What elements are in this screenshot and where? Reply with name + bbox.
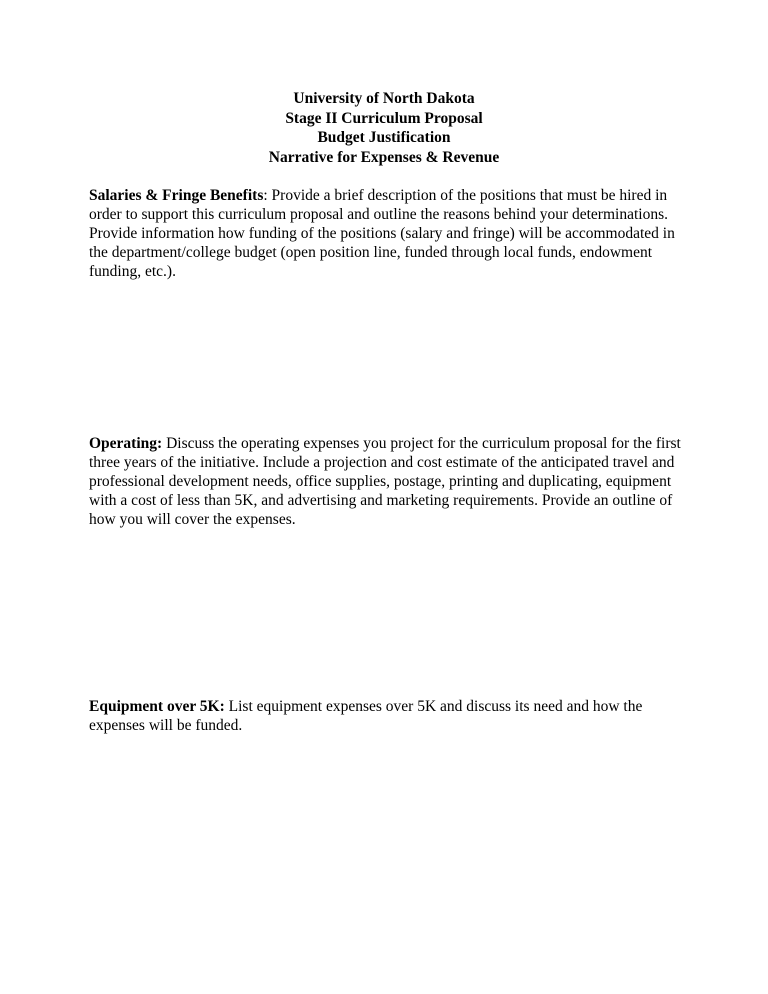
section-salaries-fringe	[89, 186, 683, 281]
operating-heading: Operating:	[89, 435, 163, 452]
equipment-body: List equipment expenses over 5K and discuss its need and how the expenses will be funded.	[89, 698, 643, 734]
title-proposal-stage: Stage II Curriculum Proposal	[285, 109, 483, 127]
title-narrative: Narrative for Expenses & Revenue	[268, 148, 500, 166]
title-budget-justification: Budget Justification	[317, 129, 451, 146]
equipment-heading: Equipment over 5K:	[89, 698, 225, 715]
operating-body: Discuss the operating expenses you project for the curriculum proposal for the first three years of the initiative. Include a projection and cost estimate of the anticipated travel and professional development needs, office supplies, postage, printing and duplicating, equipment with a cost of less than 5K, and advertising and marketing requirements. Provide an outline of how you will cover the expenses.	[89, 435, 681, 528]
section-equipment	[89, 697, 683, 735]
salaries-separator: :	[263, 187, 272, 204]
salaries-heading: Salaries & Fringe Benefits	[89, 187, 264, 204]
salaries-body: Provide a brief description of the positions that must be hired in order to support this curriculum proposal and outline the reasons behind your determinations. Provide information how funding of the positions (salary and fringe) will be accommodated in the department/college budget (open position line, funded through local funds, endowment funding, etc.).	[89, 187, 675, 280]
section-operating	[89, 434, 683, 529]
document-title-block	[0, 89, 768, 167]
title-university: University of North Dakota	[293, 90, 475, 107]
